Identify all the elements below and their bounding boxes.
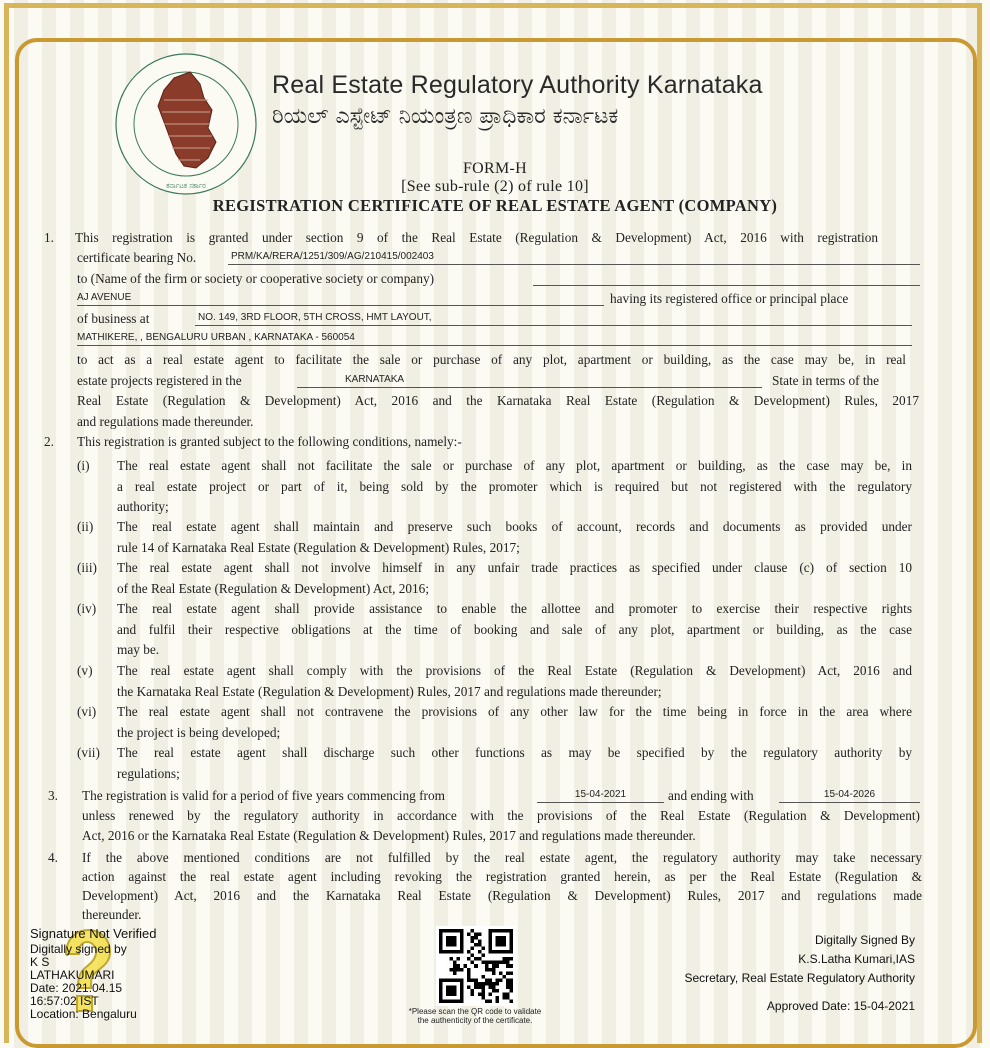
item-number: 1. — [44, 230, 54, 245]
condition-label: (v) — [77, 663, 93, 678]
item-number: 2. — [44, 434, 54, 449]
condition-text-line: The real estate agent shall not facilitate the sale or purchase of any plot, apartment or building, as the case may be, in — [117, 458, 912, 473]
signed-by-label: Digitally signed by — [30, 942, 127, 956]
item4-line: action against the real estate agent including revoking the registration granted herein, as per the Real Estate (Regulation & — [82, 869, 922, 884]
item1-line: and regulations made thereunder. — [77, 414, 254, 429]
signer-initials: K S — [30, 955, 50, 969]
item3-line: and ending with — [668, 788, 754, 803]
qr-note — [380, 1007, 570, 1025]
end-date-value: 15-04-2026 — [823, 789, 876, 800]
condition-text-line: The real estate agent shall discharge such other functions as may be specified by the regulatory authority by — [117, 745, 912, 760]
signature-status[interactable]: Signature Not Verified — [30, 926, 157, 941]
condition-text-line: may be. — [117, 642, 160, 657]
item3-line: Act, 2016 or the Karnataka Real Estate (Regulation & Development) Rules, 2017 and regulations made thereunder. — [82, 828, 696, 843]
item1-line: State in terms of the — [772, 373, 880, 388]
condition-text-line: the Karnataka Real Estate (Regulation & Development) Rules, 2017 and regulations made thereunder; — [117, 683, 662, 699]
item1-line: to (Name of the firm or society or cooperative society or company) — [77, 271, 435, 286]
start-date-value: 15-04-2021 — [574, 789, 627, 800]
condition-text-line: The real estate agent shall provide assistance to enable the allottee and promoter to exercise their respective rights — [117, 601, 912, 616]
blank-line — [533, 270, 920, 286]
registration-number — [228, 249, 920, 265]
condition-label: (iii) — [77, 560, 97, 575]
signature-location: Location: Bengaluru — [30, 1007, 137, 1021]
state-value: KARNATAKA — [345, 374, 405, 385]
condition-text-line: authority; — [117, 499, 169, 514]
condition-text-line: The real estate agent shall maintain and preserve such books of account, records and documents as provided under — [117, 519, 912, 534]
item3-line: unless renewed by the regulatory authority in accordance with the provisions of the Real Estate (Regulation & Development) — [82, 808, 920, 823]
item4-line: thereunder. — [82, 907, 142, 922]
qr-note-line: *Please scan the QR code to validate — [408, 1007, 542, 1016]
signature-time: 16:57:02 IST — [30, 994, 99, 1008]
item1-line: to act as a real estate agent to facilitate the sale or purchase of any plot, apartment or building, as the case may be, in real — [77, 352, 906, 367]
condition-text-line: regulations; — [117, 765, 180, 781]
condition-label: (ii) — [77, 519, 94, 534]
condition-label: (i) — [77, 458, 90, 473]
start-date — [537, 787, 664, 803]
condition-text-line: of the Real Estate (Regulation & Development) Act, 2016; — [117, 580, 430, 596]
condition-text-line: The real estate agent shall not contravene the provisions of any other law for the time being in force in the area where — [117, 704, 912, 719]
form-rule: [See sub-rule (2) of rule 10] — [401, 178, 589, 195]
item1-line: having its registered office or principal place — [610, 291, 849, 306]
state — [297, 372, 762, 388]
condition-label: (vi) — [77, 704, 97, 719]
address-line-1-value: NO. 149, 3RD FLOOR, 5TH CROSS, HMT LAYOUT, — [198, 312, 432, 323]
item-number: 4. — [48, 850, 58, 865]
item1-line: certificate bearing No. — [77, 250, 197, 265]
form-heading: REGISTRATION CERTIFICATE OF REAL ESTATE AGENT (COMPANY) — [212, 196, 778, 215]
condition-text-line: a real estate project or part of it, being sold by the promoter which is required but not registered with the regulatory — [117, 478, 912, 494]
item1-line: This registration is granted under section 9 of the Real Estate (Regulation & Development) Act, 2016 with registration — [75, 230, 878, 245]
form-name: FORM-H — [462, 160, 528, 177]
condition-label: (vii) — [77, 745, 100, 760]
registration-number-value: PRM/KA/RERA/1251/309/AG/210415/002403 — [231, 251, 434, 262]
item1-line: of business at — [77, 311, 150, 326]
signatory-title: Secretary, Real Estate Regulatory Authority — [684, 971, 915, 985]
svg-text:ಕರ್ನಾಟಕ ಸರ್ಕಾರ: ಕರ್ನಾಟಕ ಸರ್ಕಾರ — [166, 182, 206, 190]
item1-line: Real Estate (Regulation & Development) Act, 2016 and the Karnataka Real Estate (Regulation & Development) Rules, 2017 — [77, 393, 919, 408]
condition-text-line: The real estate agent shall not involve himself in any unfair trade practices as specified under clause (c) of section 10 — [117, 560, 912, 575]
condition-text-line: rule 14 of Karnataka Real Estate (Regulation & Development) Rules, 2017; — [117, 539, 520, 555]
signature-details — [30, 943, 137, 1021]
approved-date: Approved Date: 15-04-2021 — [766, 999, 915, 1013]
condition-text-line: and fulfil their respective obligations at the time of booking and sale of any plot, apartment or building, as the case — [117, 621, 912, 637]
item2-intro: This registration is granted subject to the following conditions, namely:- — [77, 434, 462, 449]
item-number: 3. — [48, 788, 58, 803]
address-line-2-value: MATHIKERE, , BENGALURU URBAN , KARNATAKA - 560054 — [77, 332, 355, 343]
authority-name-english: Real Estate Regulatory Authority Karnataka — [272, 71, 763, 99]
item4-line: If the above mentioned conditions are not fulfilled by the real estate agent, the regulatory authority may take necessary — [82, 850, 922, 865]
signer-name: LATHAKUMARI — [30, 968, 115, 982]
condition-text-line: the project is being developed; — [117, 724, 281, 740]
digitally-signed-label: Digitally Signed By — [814, 933, 915, 947]
qr-code[interactable] — [436, 926, 516, 1006]
firm-name — [77, 290, 604, 306]
address-line-2 — [77, 330, 912, 346]
qr-note-line: the authenticity of the certificate. — [417, 1016, 533, 1025]
item3-line: The registration is valid for a period of five years commencing from — [82, 788, 445, 803]
signatory-name: K.S.Latha Kumari,IAS — [798, 952, 915, 966]
item1-line: estate projects registered in the — [77, 373, 242, 388]
condition-label: (iv) — [77, 601, 97, 616]
authority-name-kannada: ರಿಯಲ್ ಎಸ್ಟೇಟ್ ನಿಯಂತ್ರಣ ಪ್ರಾಧಿಕಾರ ಕರ್ನಾಟಕ — [272, 104, 619, 129]
item4-line: Development) Act, 2016 and the Karnataka Real Estate (Regulation & Development) Rules, 2017 and regulations made — [82, 888, 922, 903]
signature-date: Date: 2021.04.15 — [30, 981, 123, 995]
digital-signature-block — [684, 931, 915, 988]
condition-text-line: The real estate agent shall comply with the provisions of the Real Estate (Regulation & Development) Act, 2016 and — [117, 663, 912, 678]
end-date — [779, 787, 920, 803]
address-line-1 — [195, 310, 912, 326]
firm-name-value: AJ AVENUE — [77, 292, 132, 303]
